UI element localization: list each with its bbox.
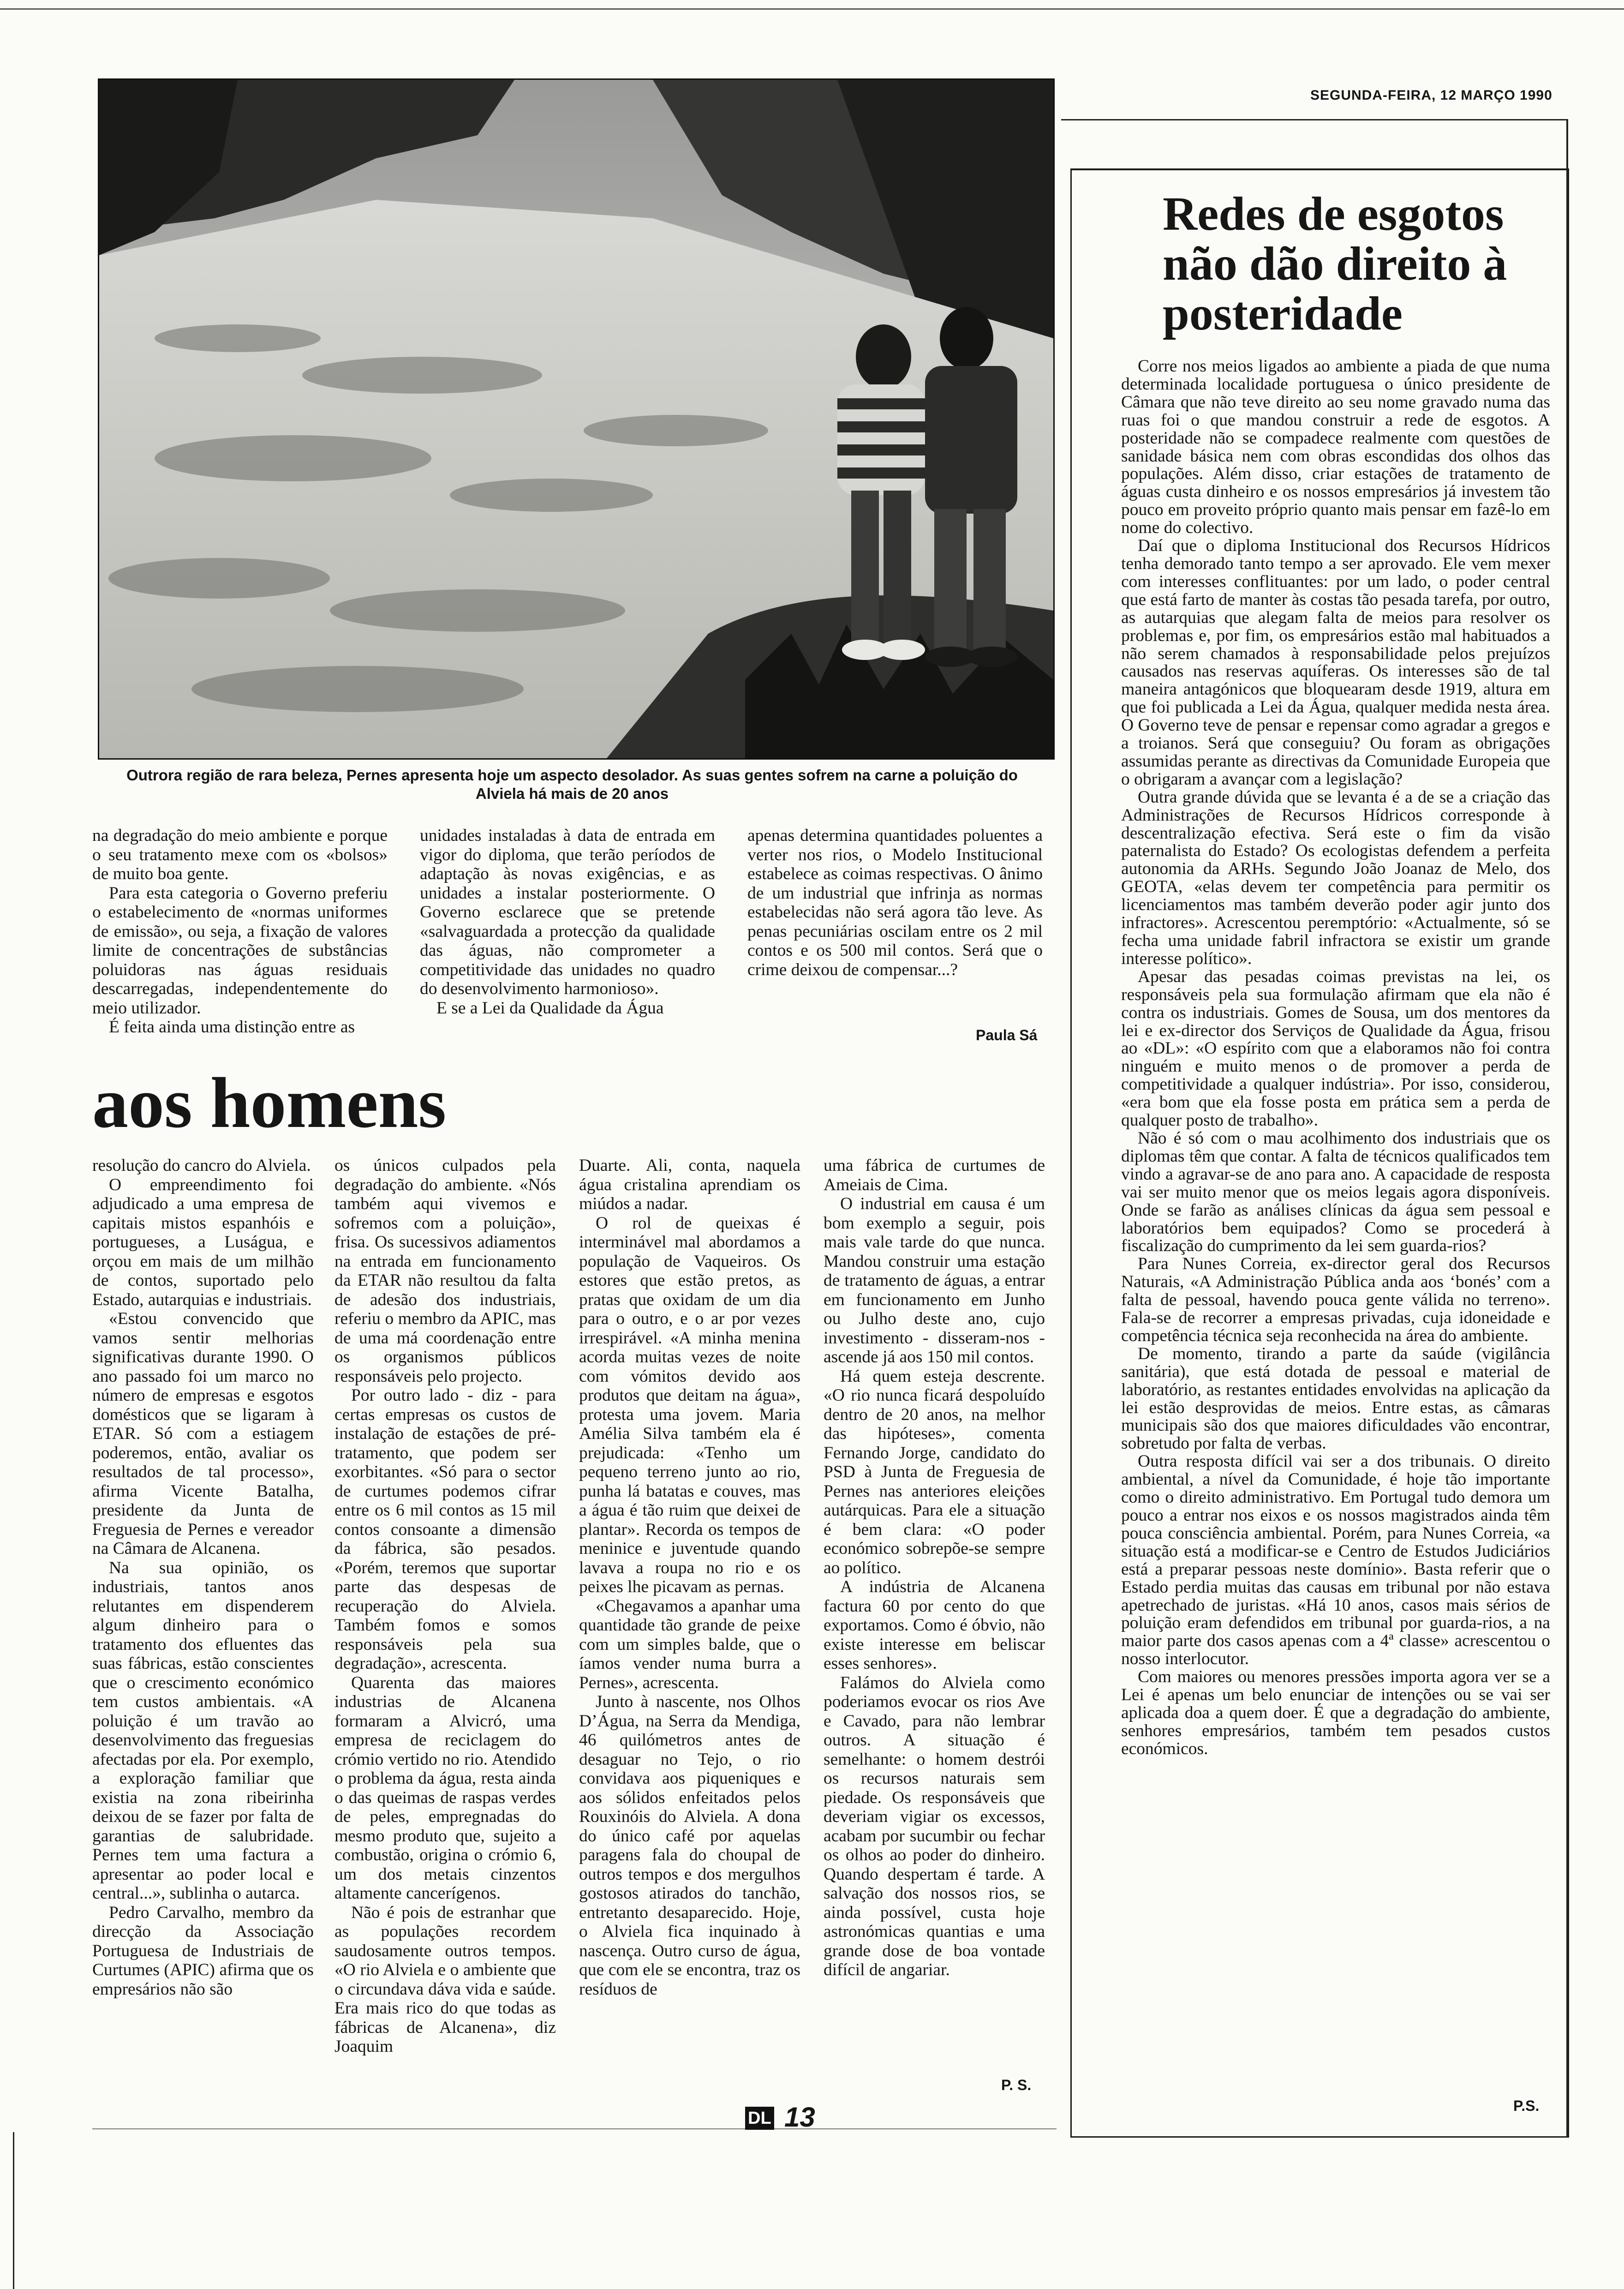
dateline: SEGUNDA-FEIRA, 12 MARÇO 1990 — [1310, 88, 1552, 103]
top-story-column-1 — [92, 826, 388, 1037]
main-col3-paragraph: Junto à nascente, nos Olhos D’Água, na Serra da Mendiga, 46 quilómetros antes de desaguar no Tejo, o rio convidava aos piqueniques e aos sólidos enfeitados pelos Rouxinóis do Alviela. A dona do único café por aquelas paragens fala do choupal de outros tempos e dos mergulhos gostosos atirados do tanchão, entretanto desaparecido. Hoje, o Alviela fica inquinado à nascença. Outro curso de água, que com ele se encontra, traz os resíduos de — [579, 1692, 800, 1999]
top-story-signature: Paula Sá — [976, 1027, 1038, 1043]
main-col1-paragraph: Na sua opinião, os industriais, tantos anos relutantes em dispenderem algum dinheiro para o tratamento dos efluentes das suas fábricas, estão conscientes que o crescimento económico tem custos ambientais. «A poluição é um travão ao desenvolvimento das freguesias afectadas por ela. Por exemplo, a exploração familiar que existia na zona ribeirinha deixou de se fazer por falta de garantias de salubridade. Pernes tem uma factura a apresentar ao poder local e central...», sublinha o autarca. — [92, 1558, 314, 1903]
sidebar-paragraph: Daí que o diploma Institucional dos Recursos Hídricos tenha demorado tanto tempo a ser aprovado. Ele vem mexer com interesses conflituantes: por um lado, o poder central que está farto de manter às costas tão pesada tarefa, por outro, as autarquias que alegam falta de meios para resolver os problemas e, por fim, os empresários estão mal habituados a não serem chamados à responsabilidade pelos prejuízos causados nas reservas aquíferas. Os interesses são de tal maneira antagónicos que bloquearam desde 1919, altura em que foi publicada a Lei da Água, qualquer medida nesta área. O Governo teve de pensar e repensar como agradar a gregos e a troianos. Será que conseguiu? Ou foram as obrigações assumidas perante as directivas da Comunidade Europeia que o obrigaram a avançar com a legislação? — [1121, 536, 1550, 789]
top-col2-paragraph: unidades instaladas à data de entrada em vigor do diploma, que terão períodos de adaptação às novas exigências, e as unidades a instalar posteriormente. O Governo esclarece que se pretende «salvaguardada a protecção da qualidade das águas, não comprometer a competitividade das unidades no quadro do desenvolvimento harmonioso». — [420, 826, 715, 998]
sidebar-paragraph: Para Nunes Correia, ex-director geral dos Recursos Naturais, «A Administração Pública anda aos ‘bonés’ com a falta de pessoal, havendo pouca gente válida no terreno». Fala-se de recorrer a empresas privadas, cuja idoneidade e competência técnica seja reconhecida na área do ambiente. — [1121, 1254, 1550, 1345]
main-headline: aos homens — [92, 1063, 447, 1143]
main-col3-paragraph: Duarte. Ali, conta, naquela água cristalina aprendiam os miúdos a nadar. — [579, 1156, 800, 1213]
main-col4-paragraph: Há quem esteja descrente. «O rio nunca ficará despoluído dentro de 20 anos, na melhor das hipóteses», comenta Fernando Jorge, candidato do PSD à Junta de Freguesia de Pernes nas anteriores eleições autárquicas. Para ele a situação é bem clara: «O poder económico sobrepõe-se sempre ao político. — [824, 1366, 1045, 1577]
main-story-column-4 — [824, 1156, 1045, 1980]
photo-caption: Outrora região de rara beleza, Pernes apresenta hoje um aspecto desolador. As suas gentes sofrem na carne a poluição do Alviela há mais de 20 anos — [126, 767, 1018, 802]
main-story-column-3 — [579, 1156, 800, 1999]
sidebar-paragraph: Apesar das pesadas coimas previstas na lei, os responsáveis pela sua formulação afirmam que ela não é contra os industriais. Gomes de Sousa, um dos mentores da lei e ex-director dos Serviços de Qualidade da Água, frisou ao «DL»: «O espírito com que a elaboramos não foi contra ninguém e muito menos o de promover a perda de competitividade a qualquer indústria». Por isso, considerou, «era bom que ela fosse posta em prática sem a perda de qualquer posto de trabalho». — [1121, 967, 1550, 1130]
left-scan-rule — [13, 2132, 14, 2289]
top-scan-rule — [0, 8, 1624, 10]
sidebar-column — [1121, 358, 1550, 1758]
main-col1-paragraph: resolução do cancro do Alviela. — [92, 1156, 311, 1175]
sidebar-headline: Redes de esgotos não dão direito à posteridade — [1163, 187, 1507, 340]
page-number: 13 — [784, 2102, 815, 2133]
sidebar-paragraph: Corre nos meios ligados ao ambiente a piada de que numa determinada localidade portuguesa o único presidente de Câmara que não teve direito ao seu nome gravado numa das ruas foi o que mandou construir a rede de esgotos. A posteridade não se compadece realmente com questões de sanidade básica nem com obras escondidas dos olhos das populações. Além disso, criar estações de tratamento de águas custa dinheiro e os nossos empresários já investem tão pouco em proveito próprio quanto mais pensar em fazê-lo em nome do colectivo. — [1121, 357, 1550, 538]
main-col1-paragraph: Pedro Carvalho, membro da direcção da Associação Portuguesa de Industriais de Curtumes (APIC) afirma que os empresários não são — [92, 1903, 314, 1999]
sidebar-paragraph: Outra grande dúvida que se levanta é a de se a criação das Administrações de Recursos Hídricos corresponde à descentralização efectiva. Será este o fim da visão paternalista do Estado? Os ecologistas defendem a perfeita autonomia da ARHs. Segundo João Joanaz de Melo, dos GEOTA, «elas devem ter competência para permitir os licenciamentos mas também deverão poder agir junto dos infractores». Acrescentou peremptório: «Actualmente, só se fecha uma unidade fabril infractora se existir um grande interesse político». — [1121, 787, 1550, 968]
main-col4-paragraph: Falámos do Alviela como poderiamos evocar os rios Ave e Cavado, para não lembrar outros. A situação é semelhante: o homem destrói os recursos naturais sem piedade. Os responsáveis que deveriam vigiar os excessos, acabam por sucumbir ou fechar os olhos ao poder do dinheiro. Quando despertam é tarde. A salvação dos nossos rios, se ainda possível, custa hoje astronómicas quantias e uma grande dose de boa vontade difícil de angariar. — [824, 1673, 1045, 1979]
main-col2-paragraph: Não é pois de estranhar que as populações recordem saudosamente outros tempos. «O rio Alviela e o ambiente que o circundava dáva vida e saúde. Era mais rico do que todas as fábricas de Alcanena», diz Joaquim — [334, 1903, 556, 2056]
sidebar-paragraph: Não é só com o mau acolhimento dos industriais que os diplomas têm que contar. A falta de técnicos qualificados tem vindo a agravar-se de ano para ano. A capacidade de resposta vai ser muito menor que os meios legais agora disponíveis. Onde se farão as análises clínicas da água sem pessoal e laboratórios bem equipados? Como se procederá à fiscalização do cumprimento da lei sem guarda-rios? — [1121, 1128, 1550, 1256]
main-col4-paragraph: O industrial em causa é um bom exemplo a seguir, pois mais vale tarde do que nunca. Mandou construir uma estação de tratamento de águas, a entrar em funcionamento em Junho ou Julho deste ano, cujo investimento - disseram-nos - ascende já aos 150 mil contos. — [824, 1194, 1045, 1366]
sidebar-paragraph: De momento, tirando a parte da saúde (vigilância sanitária), que está dotada de pessoal e material de laboratório, as restantes entidades envolvidas na aplicação da lei estão desprovidas de meios. Entre estas, as câmaras municipais são dos que maiores dificuldades vão encontrar, sobretudo por falta de verbas. — [1121, 1344, 1550, 1453]
main-story-signature: P. S. — [1001, 2077, 1032, 2093]
main-col3-paragraph: «Chegavamos a apanhar uma quantidade tão grande de peixe com um simples balde, que o íamos vender numa burra a Pernes», acrescenta. — [579, 1596, 800, 1692]
main-col4-paragraph: A indústria de Alcanena factura 60 por cento do que exportamos. Como é óbvio, não existe interesse em beliscar esses senhores». — [824, 1577, 1045, 1673]
main-col1-paragraph: O empreendimento foi adjudicado a uma empresa de capitais mistos espanhóis e portugueses, a Luságua, e orçou em mais de um milhão de contos, suportado pelo Estado, autarquias e industriais. — [92, 1175, 314, 1309]
top-col1-paragraph: na degradação do meio ambiente e porque o seu tratamento mexe com os «bolsos» de muito boa gente. — [92, 826, 388, 883]
main-col2-paragraph: os únicos culpados pela degradação do ambiente. «Nós também aqui vivemos e sofremos com a poluição», frisa. Os sucessivos adiamentos na entrada em funcionamento da ETAR não resultou da falta de adesão dos industriais, referiu o membro da APIC, mas de uma má coordenação entre os organismos públicos responsáveis pelo projecto. — [334, 1156, 556, 1386]
main-col1-paragraph: «Estou convencido que vamos sentir melhorias significativas durante 1990. O ano passado foi um marco no número de empresas e esgotos domésticos que se ligaram à ETAR. Só com a estiagem poderemos, então, avaliar os resultados de tal processo», afirma Vicente Batalha, presidente da Junta de Freguesia de Pernes e vereador na Câmara de Alcanena. — [92, 1309, 314, 1558]
sidebar-paragraph: Outra resposta difícil vai ser a dos tribunais. O direito ambiental, a nível da Comunidade, é hoje tão importante como o direito administrativo. Em Portugal tudo demora um pouco a entrar nos eixos e os nossos magistrados ainda têm pouca consciência ambiental. Porém, para Nunes Correia, «a situação está a modificar-se e Centro de Estudos Judiciários está a preparar pessoas neste domínio». Basta referir que o Estado perdia muitas das causas em tribunal por não estava apetrechado de juristas. «Há 10 anos, casos mais sérios de poluição eram defendidos em tribunal por guarda-rios, a na maior parte dos casos apenas com a 4ª classe» acrescentou o nosso interlocutor. — [1121, 1452, 1550, 1669]
main-story-column-2 — [334, 1156, 556, 2056]
main-col3-paragraph: O rol de queixas é interminável mal abordamos a população de Vaqueiros. Os estores que estão pretos, as pratas que oxidam de um dia para o outro, e o ar por vezes irrespirável. «A minha menina acorda muitas vezes de noite com vómitos devido aos produtos que deitam na água», protesta uma jovem. Maria Amélia Silva também ela é prejudicada: «Tenho um pequeno terreno junto ao rio, punha lá batatas e couves, mas a água é tão ruim que deixei de plantar». Recorda os tempos de meninice e juventude quando lavava a roupa no rio e os peixes lhe picavam as pernas. — [579, 1213, 800, 1596]
top-col1-paragraph: Para esta categoria o Governo preferiu o estabelecimento de «normas uniformes de emissão», ou seja, a fixação de valores limite de concentrações de substâncias poluidoras nas águas residuais descarregadas, independentemente do meio utilizador. — [92, 883, 388, 1018]
footer-rule — [92, 2128, 1057, 2129]
sidebar-shadow-right — [1566, 120, 1568, 2137]
sidebar-paragraph: Com maiores ou menores pressões importa agora ver se a Lei é apenas um belo enunciar de intenções ou se vai ser aplicada doa a quem doer. É que a degradação do ambiente, senhores empresários, também tem pesados custos económicos. — [1121, 1667, 1550, 1758]
main-col2-paragraph: Por outro lado - diz - para certas empresas os custos de instalação de estações de pré-tratamento, que podem ser exorbitantes. «Só para o sector de curtumes podemos cifrar entre os 6 mil contos as 15 mil contos consoante a dimensão da fábrica, são pesados. «Porém, teremos que suportar parte das despesas de recuperação do Alviela. Também fomos e somos responsáveis pela sua degradação», acrescenta. — [334, 1386, 556, 1673]
top-story-column-2 — [420, 826, 715, 1018]
top-story-column-3 — [747, 826, 1043, 979]
sidebar-signature: P.S. — [1513, 2097, 1540, 2114]
river-photo-image — [99, 80, 1053, 758]
top-col3-paragraph: apenas determina quantidades poluentes a verter nos rios, o Modelo Institucional estabelece as coimas respectivas. O ânimo de um industrial que infrinja as normas estabelecidas não será agora tão leve. As penas pecuniárias oscilam entre os 2 mil contos e os 500 mil contos. Será que o crime deixou de compensar...? — [747, 826, 1043, 979]
main-col4-paragraph: uma fábrica de curtumes de Ameiais de Cima. — [824, 1156, 1045, 1194]
river-photo — [98, 78, 1055, 760]
main-story-column-1 — [92, 1156, 314, 1999]
top-col1-paragraph: É feita ainda uma distinção entre as — [109, 1018, 355, 1037]
sidebar-shadow-top — [1061, 119, 1568, 120]
main-col2-paragraph: Quarenta das maiores industrias de Alcanena formaram a Alvicró, uma empresa de reciclagem do crómio vertido no rio. Atendido o problema da água, resta ainda o das queimas de raspas verdes de peles, empregnadas do mesmo produto que, sujeito a combustão, origina o crómio 6, um dos metais cinzentos altamente cancerígenos. — [334, 1673, 556, 1903]
footer-logo: DL — [745, 2107, 774, 2130]
top-col2-paragraph: E se a Lei da Qualidade da Água — [436, 998, 664, 1018]
